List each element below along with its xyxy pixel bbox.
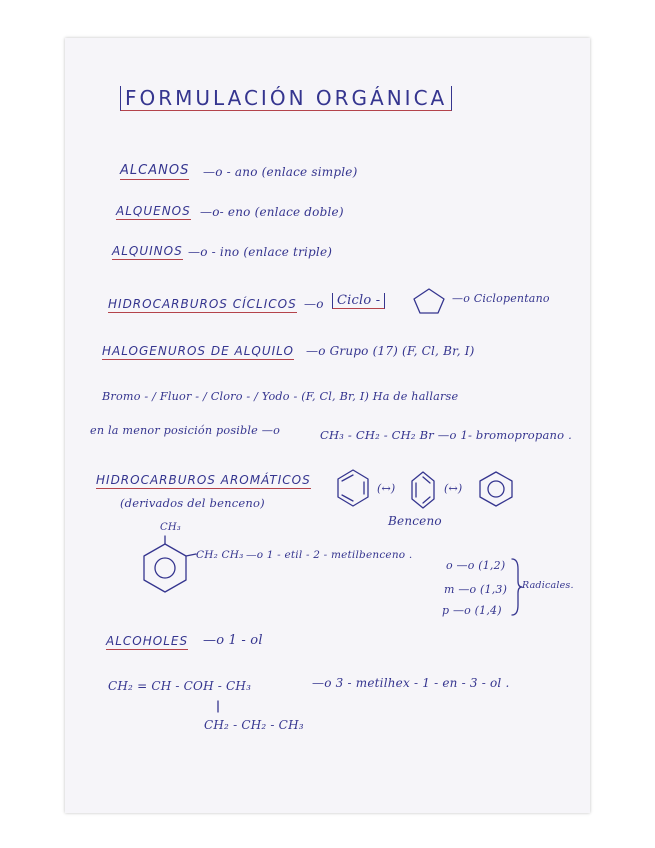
- branch-bond-line: [216, 700, 220, 714]
- cyclopentane-icon: [412, 287, 446, 315]
- substituent-right: CH₂ CH₃: [196, 549, 244, 561]
- aromaticos-example: —o 1 - etil - 2 - metilbenceno .: [246, 549, 413, 561]
- ciclicos-example: —o Ciclopentano: [452, 292, 550, 305]
- ciclicos-heading: HIDROCARBUROS CÍCLICOS: [108, 297, 297, 311]
- alquenos-text: —o- eno (enlace doble): [200, 205, 344, 219]
- halogenuros-heading: HALOGENUROS DE ALQUILO: [102, 344, 294, 358]
- alcoholes-text: —o 1 - ol: [203, 633, 263, 648]
- alquinos-text: —o - ino (enlace triple): [188, 245, 333, 259]
- page-title: FORMULACIÓN ORGÁNICA: [120, 86, 452, 111]
- alquinos-heading: ALQUINOS: [112, 244, 183, 258]
- alquenos-heading: ALQUENOS: [116, 204, 191, 218]
- alcanos-heading: ALCANOS: [120, 163, 190, 178]
- position-ortho: o —o (1,2): [446, 559, 506, 572]
- alcoholes-formula-branch: CH₂ - CH₂ - CH₃: [204, 718, 304, 732]
- substituted-benzene-icon: [140, 536, 196, 598]
- benzene-ring-icon: [478, 470, 514, 508]
- position-meta: m —o (1,3): [444, 583, 508, 596]
- position-para: p —o (1,4): [442, 604, 502, 617]
- benzene-kekule-icon-2: [410, 470, 436, 510]
- halogenuros-line2: en la menor posición posible —o: [90, 424, 281, 437]
- alcoholes-example: —o 3 - metilhex - 1 - en - 3 - ol .: [312, 676, 510, 690]
- bracket-label: Radicales.: [522, 580, 574, 591]
- resonance-arrow-1: (↔): [377, 482, 396, 495]
- benzene-label: Benceno: [388, 514, 442, 528]
- halogenuros-formula: CH₃ - CH₂ - CH₂ Br —o 1- bromopropano .: [320, 428, 572, 442]
- aromaticos-heading: HIDROCARBUROS AROMÁTICOS: [96, 473, 311, 487]
- alcoholes-heading: ALCOHOLES: [106, 634, 189, 648]
- ciclo-prefix: Ciclo -: [332, 293, 385, 309]
- aromaticos-subheading: (derivados del benceno): [120, 496, 265, 510]
- bracket-icon: [510, 557, 522, 617]
- alcanos-text: —o - ano (enlace simple): [203, 165, 358, 179]
- alcoholes-formula-main: CH₂ = CH - COH - CH₃: [108, 679, 252, 693]
- resonance-arrow-2: (↔): [444, 482, 463, 495]
- substituent-top: CH₃: [160, 522, 181, 533]
- benzene-kekule-icon-1: [336, 468, 370, 508]
- ciclicos-arrow: —o: [304, 297, 324, 311]
- halogenuros-line1: Bromo - / Fluor - / Cloro - / Yodo - (F, Cl, Br, I) Ha de hallarse: [102, 390, 459, 403]
- halogenuros-text: —o Grupo (17) (F, Cl, Br, I): [306, 344, 475, 358]
